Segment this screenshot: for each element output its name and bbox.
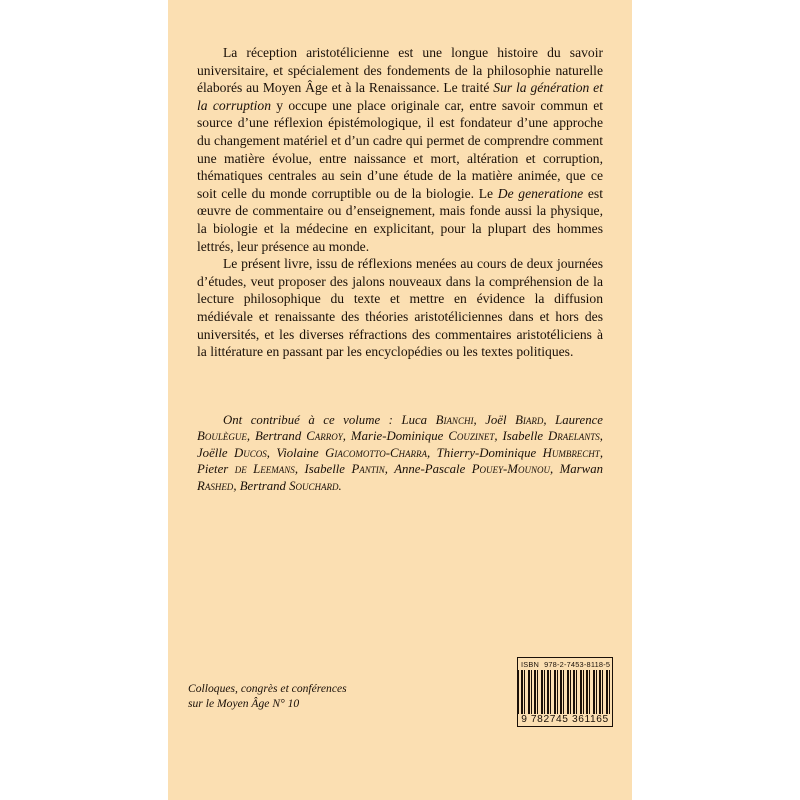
blurb-p1-title-italic-2: De generatione <box>497 185 584 201</box>
contributor-surname: Bianchi <box>435 413 474 427</box>
blurb-p1-part-a: La réception aristotélicienne est une longue histoire du savoir universitaire, et spécialement des fondements de la philosophie naturelle élaborés au Moyen Âge et à la Renaissance. Le traité <box>197 45 603 96</box>
isbn-value: 978-2-7453-8118-5 <box>544 660 611 669</box>
contributor-surname: Rashed <box>197 478 234 493</box>
isbn-label: ISBN <box>521 660 540 669</box>
series-line-1: Colloques, congrès et conférences <box>188 682 347 695</box>
contributor-surname: Boulègue <box>197 429 247 444</box>
contributors-intro: Ont contribué à ce volume : <box>223 413 393 427</box>
series-line-2: sur le Moyen Âge N° 10 <box>188 696 300 710</box>
contributor-surname: de Leemans <box>234 462 295 477</box>
barcode-block <box>517 657 613 727</box>
barcode-bars <box>517 670 613 714</box>
contributor-surname: Ducos <box>233 445 267 460</box>
blurb-paragraph-2: Le présent livre, issu de réflexions menées au cours de deux journées d’études, veut proposer des jalons nouveaux dans la compréhension de la lecture philosophique du texte et mettre en évidence la diffusion médiévale et renaissante des théories aristotéliciennes dans et hors des universités, et les diverses réfractions des commentaires aristotéliciens à la littérature en passant par les encyclopédies ou les textes politiques. <box>197 256 603 360</box>
contributor-surname: Pantin <box>351 462 385 477</box>
contributor-surname: Souchard <box>289 478 339 493</box>
contributor-surname: Humbrecht <box>542 445 600 460</box>
contributor-surname: Carroy <box>306 429 343 444</box>
contributor-surname: Couzinet <box>448 429 495 444</box>
series-info <box>188 682 418 711</box>
isbn-line <box>517 657 613 670</box>
blurb-p1-part-c: est œuvre de commentaire ou d’enseignement, mais fonde aussi la physique, la biologie et la médecine en explicitant, pour la plupart des hommes lettrés, leur présence au monde. <box>197 185 603 254</box>
blurb-p1-part-b: y occupe une place originale car, entre savoir commun et source d’une réflexion épistémologique, il est fondateur d’une approche du changement matériel et d’un cadre qui permet de comprendre comment une matière évolue, entre naissance et mort, altération et corruption, thématiques centrales au sein d’une étude de la matière animée, que ce soit celle du monde corruptible ou de la biologie. Le <box>197 97 604 201</box>
blurb-text <box>197 44 603 361</box>
contributor-surname: Pouey-Mounou <box>471 462 550 477</box>
book-back-cover <box>168 0 632 800</box>
contributor-surname: Biard <box>515 413 544 427</box>
blurb-p1-title-italic: Sur la génération et la corruption <box>197 80 603 113</box>
contributor-surname: Giacomotto-Charra <box>325 445 428 460</box>
contributors-block <box>197 412 603 494</box>
contributors-list: Luca Bianchi, Joël Biard, Laurence Boulègue, Bertrand Carroy, Marie-Dominique Couzinet, Isabelle Draelants, Joëlle Ducos, Violaine Giacomotto-Charra, Thierry-Dominique Humbrecht, Pieter de Leemans, Isabelle Pantin, Anne-Pascale Pouey-Mounou, Marwan Rashed, Bertrand Souchard. <box>197 413 604 493</box>
blurb-paragraph-1 <box>197 44 603 255</box>
ean-digits: 9 782745 361165 <box>517 714 613 727</box>
contributor-surname: Draelants <box>548 429 600 444</box>
